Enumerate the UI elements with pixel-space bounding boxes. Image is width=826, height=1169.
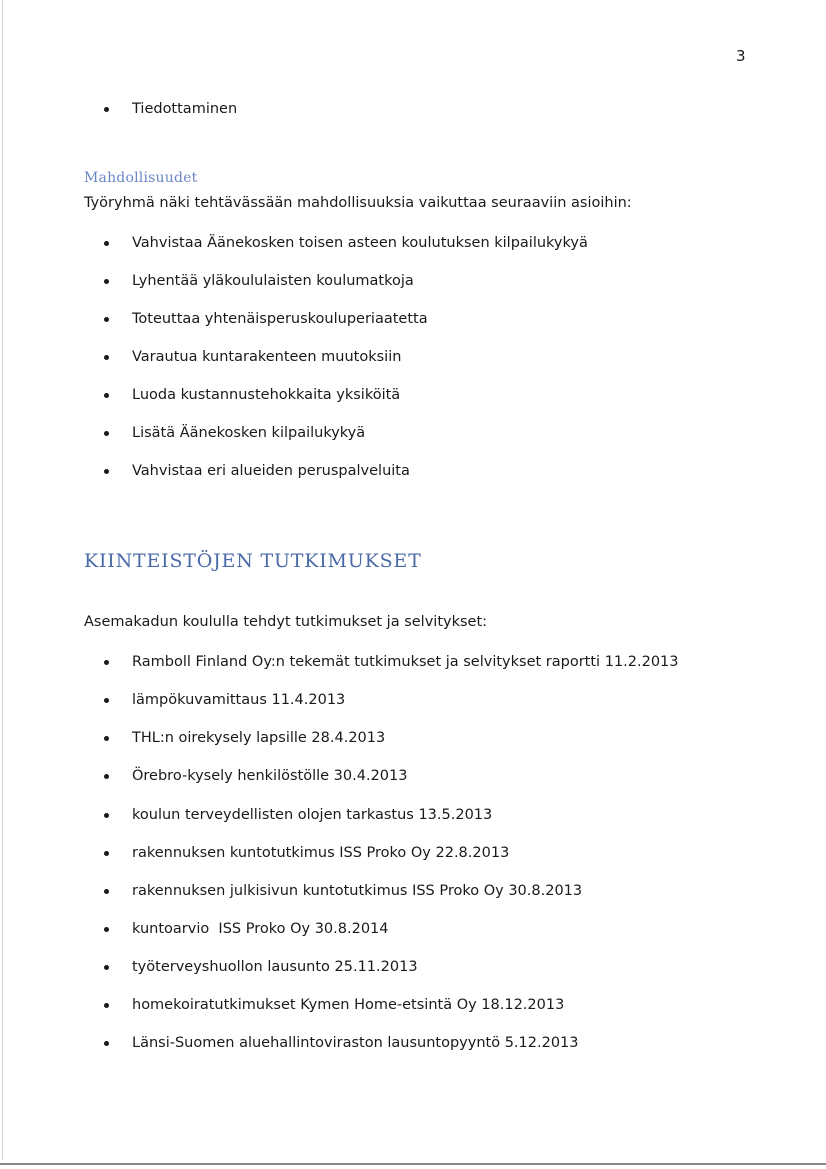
list-item-text: rakennuksen julkisivun kuntotutkimus ISS Proko Oy 30.8.2013	[132, 883, 583, 899]
list-item	[132, 233, 588, 253]
list-item	[132, 99, 237, 119]
list-item-text: Vahvistaa Äänekosken toisen asteen koulutuksen kilpailukykyä	[132, 235, 588, 251]
list-item-text: Ramboll Finland Oy:n tekemät tutkimukset ja selvitykset raportti 11.2.2013	[132, 654, 679, 670]
list-item-text: Varautua kuntarakenteen muutoksiin	[132, 349, 402, 365]
list-item	[132, 728, 385, 748]
bullet-icon	[104, 736, 109, 741]
list-item-text: koulun terveydellisten olojen tarkastus 13.5.2013	[132, 807, 493, 823]
bullet-icon	[104, 393, 109, 398]
page-bottom-edge	[0, 1163, 826, 1165]
opportunities-intro: Työryhmä näki tehtävässään mahdollisuuksia vaikuttaa seuraaviin asioihin:	[84, 195, 632, 211]
bullet-icon	[104, 927, 109, 932]
bullet-icon	[104, 317, 109, 322]
list-item-text: THL:n oirekysely lapsille 28.4.2013	[132, 730, 386, 746]
list-item-text: Lyhentää yläkoululaisten koulumatkoja	[132, 273, 414, 289]
list-item	[132, 766, 407, 786]
list-item	[132, 843, 509, 863]
list-item	[132, 690, 345, 710]
list-item-text: Örebro-kysely henkilöstölle 30.4.2013	[132, 768, 408, 784]
bullet-icon	[104, 355, 109, 360]
list-item	[132, 423, 365, 443]
bullet-icon	[104, 774, 109, 779]
list-item	[132, 957, 418, 977]
list-item	[132, 385, 400, 405]
list-item	[132, 652, 679, 672]
studies-intro: Asemakadun koululla tehdyt tutkimukset ja selvitykset:	[84, 614, 488, 630]
bullet-icon	[104, 813, 109, 818]
bullet-icon	[104, 1003, 109, 1008]
bullet-icon	[104, 469, 109, 474]
list-item	[132, 309, 428, 329]
bullet-icon	[104, 241, 109, 246]
list-item-text: Tiedottaminen	[132, 101, 238, 117]
bullet-icon	[104, 107, 109, 112]
bullet-icon	[104, 1041, 109, 1046]
studies-heading: KIINTEISTÖJEN TUTKIMUKSET	[84, 550, 422, 572]
bullet-icon	[104, 889, 109, 894]
bullet-icon	[104, 660, 109, 665]
list-item	[132, 461, 410, 481]
list-item	[132, 347, 401, 367]
list-item	[132, 881, 582, 901]
list-item-text: työterveyshuollon lausunto 25.11.2013	[132, 959, 418, 975]
bullet-icon	[104, 965, 109, 970]
list-item	[132, 271, 414, 291]
bullet-icon	[104, 279, 109, 284]
list-item-text: rakennuksen kuntotutkimus ISS Proko Oy 22.8.2013	[132, 845, 510, 861]
list-item-text: Lisätä Äänekosken kilpailukykyä	[132, 425, 366, 441]
list-item	[132, 805, 492, 825]
list-item-text: Toteuttaa yhtenäisperuskouluperiaatetta	[132, 311, 428, 327]
list-item	[132, 995, 564, 1015]
page-number: 3	[736, 47, 746, 65]
list-item	[132, 1033, 579, 1053]
list-item-text: homekoiratutkimukset Kymen Home-etsintä Oy 18.12.2013	[132, 997, 565, 1013]
bullet-icon	[104, 698, 109, 703]
list-item-text: kuntoarvio ISS Proko Oy 30.8.2014	[132, 921, 389, 937]
list-item	[132, 919, 389, 939]
opportunities-heading: Mahdollisuudet	[84, 170, 198, 186]
page-edge-line	[2, 0, 3, 1160]
list-item-text: Luoda kustannustehokkaita yksiköitä	[132, 387, 401, 403]
list-item-text: Vahvistaa eri alueiden peruspalveluita	[132, 463, 410, 479]
bullet-icon	[104, 431, 109, 436]
list-item-text: Länsi-Suomen aluehallintoviraston lausuntopyyntö 5.12.2013	[132, 1035, 579, 1051]
bullet-icon	[104, 851, 109, 856]
list-item-text: lämpökuvamittaus 11.4.2013	[132, 692, 346, 708]
